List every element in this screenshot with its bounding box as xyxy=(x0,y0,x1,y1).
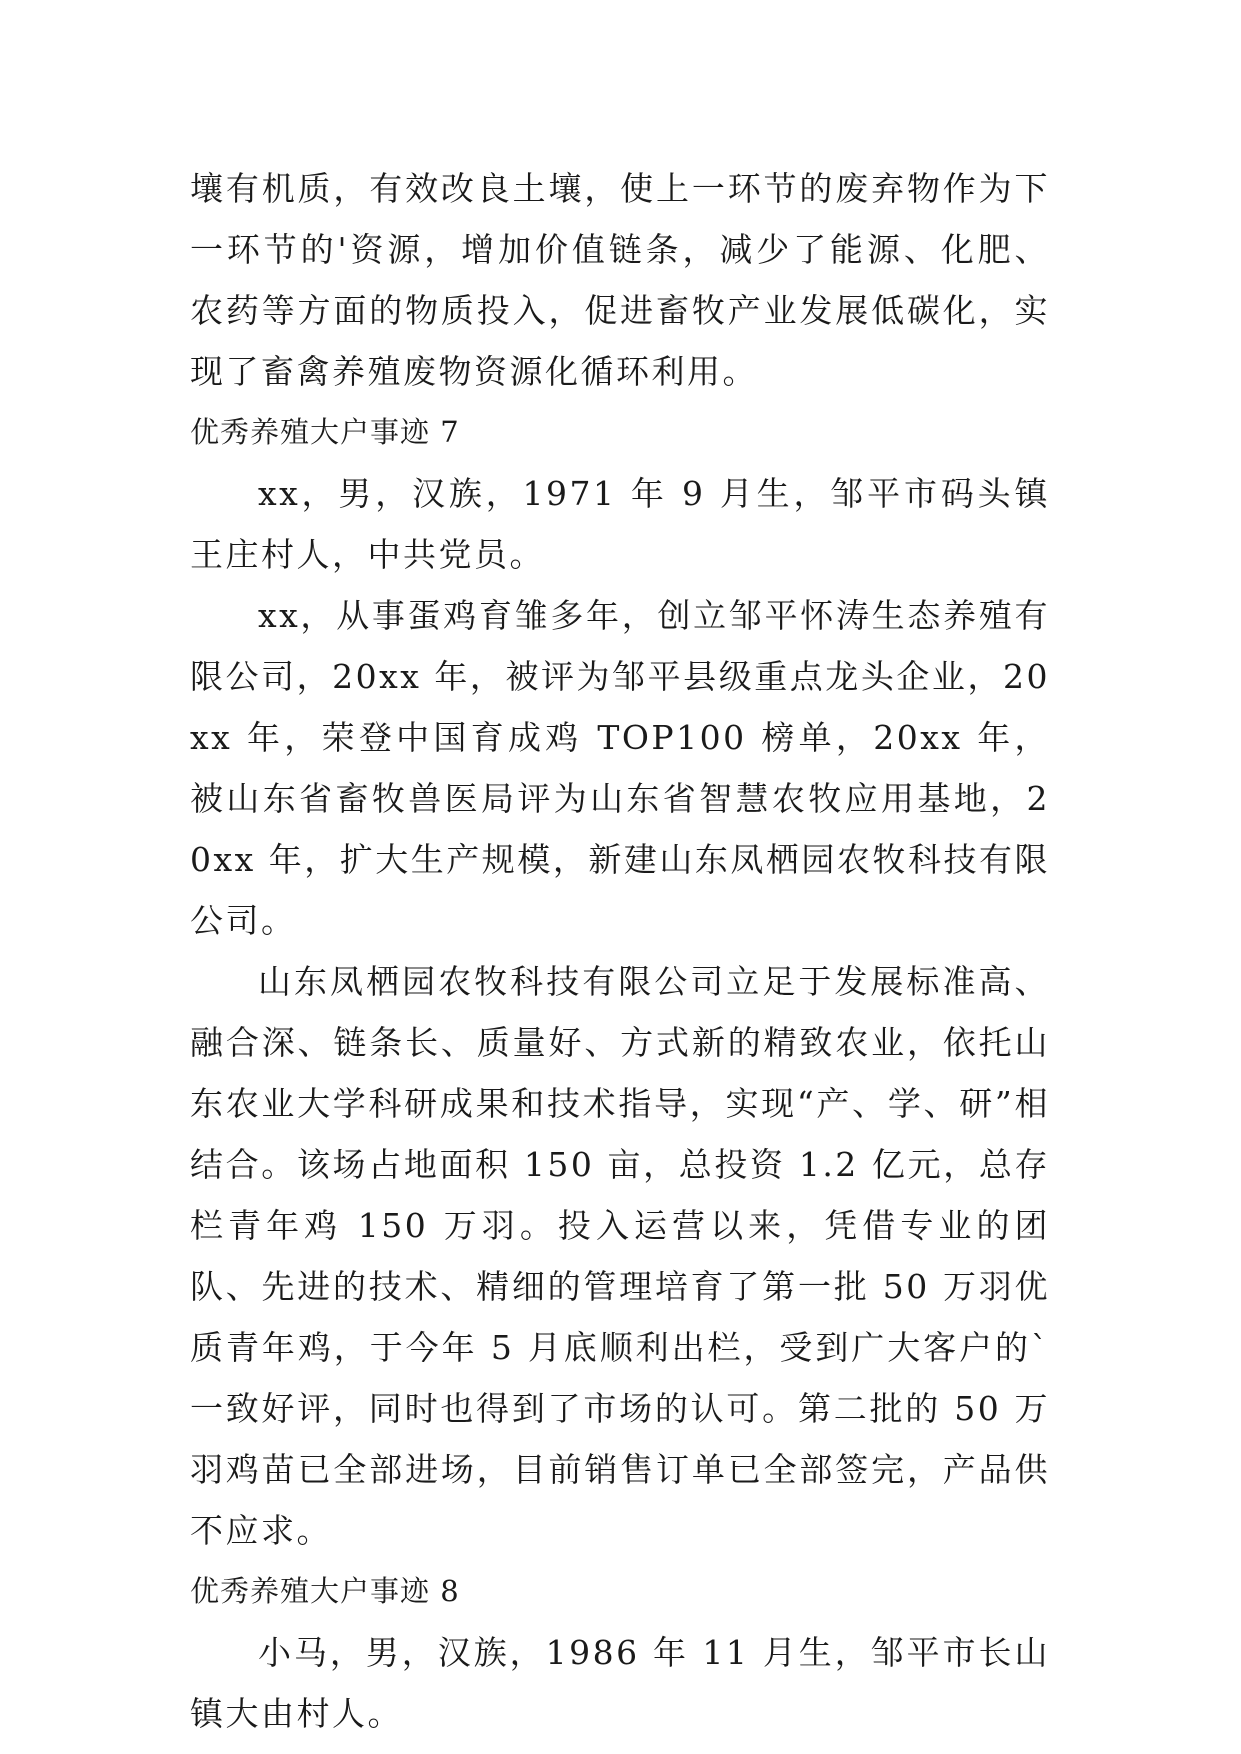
section-heading-7: 优秀养殖大户事迹 7 xyxy=(190,415,460,449)
section-heading-8: 优秀养殖大户事迹 8 xyxy=(190,1574,460,1608)
document-body xyxy=(190,158,1050,1744)
paragraph-continued: 壤有机质，有效改良土壤，使上一环节的废弃物作为下一环节的'资源，增加价值链条，减少了能源、化肥、农药等方面的物质投入，促进畜牧产业发展低碳化，实现了畜禽养殖废物资源化循环利用。 xyxy=(190,169,1050,391)
paragraph-career-7: xx，从事蛋鸡育雏多年，创立邹平怀涛生态养殖有限公司，20xx 年，被评为邹平县级重点龙头企业，20xx 年，荣登中国育成鸡 TOP100 榜单，20xx 年，被山东省畜牧兽医局评为山东省智慧农牧应用基地，20xx 年，扩大生产规模，新建山东凤栖园农牧科技有限公司。 xyxy=(190,596,1050,940)
paragraph-company-7: 山东凤栖园农牧科技有限公司立足于发展标准高、融合深、链条长、质量好、方式新的精致农业，依托山东农业大学科研成果和技术指导，实现“产、学、研”相结合。该场占地面积 150 亩，总投资 1.2 亿元，总存栏青年鸡 150 万羽。投入运营以来，凭借专业的团队、先进的技术、精细的管理培育了第一批 50 万羽优质青年鸡，于今年 5 月底顺利出栏，受到广大客户的`一致好评，同时也得到了市场的认可。第二批的 50 万羽鸡苗已全部进场，目前销售订单已全部签完，产品供不应求。 xyxy=(190,962,1050,1550)
paragraph-profile-8: 小马，男，汉族，1986 年 11 月生，邹平市长山镇大由村人。 xyxy=(190,1633,1050,1733)
paragraph-profile-7: xx，男，汉族，1971 年 9 月生，邹平市码头镇王庄村人，中共党员。 xyxy=(190,474,1050,574)
